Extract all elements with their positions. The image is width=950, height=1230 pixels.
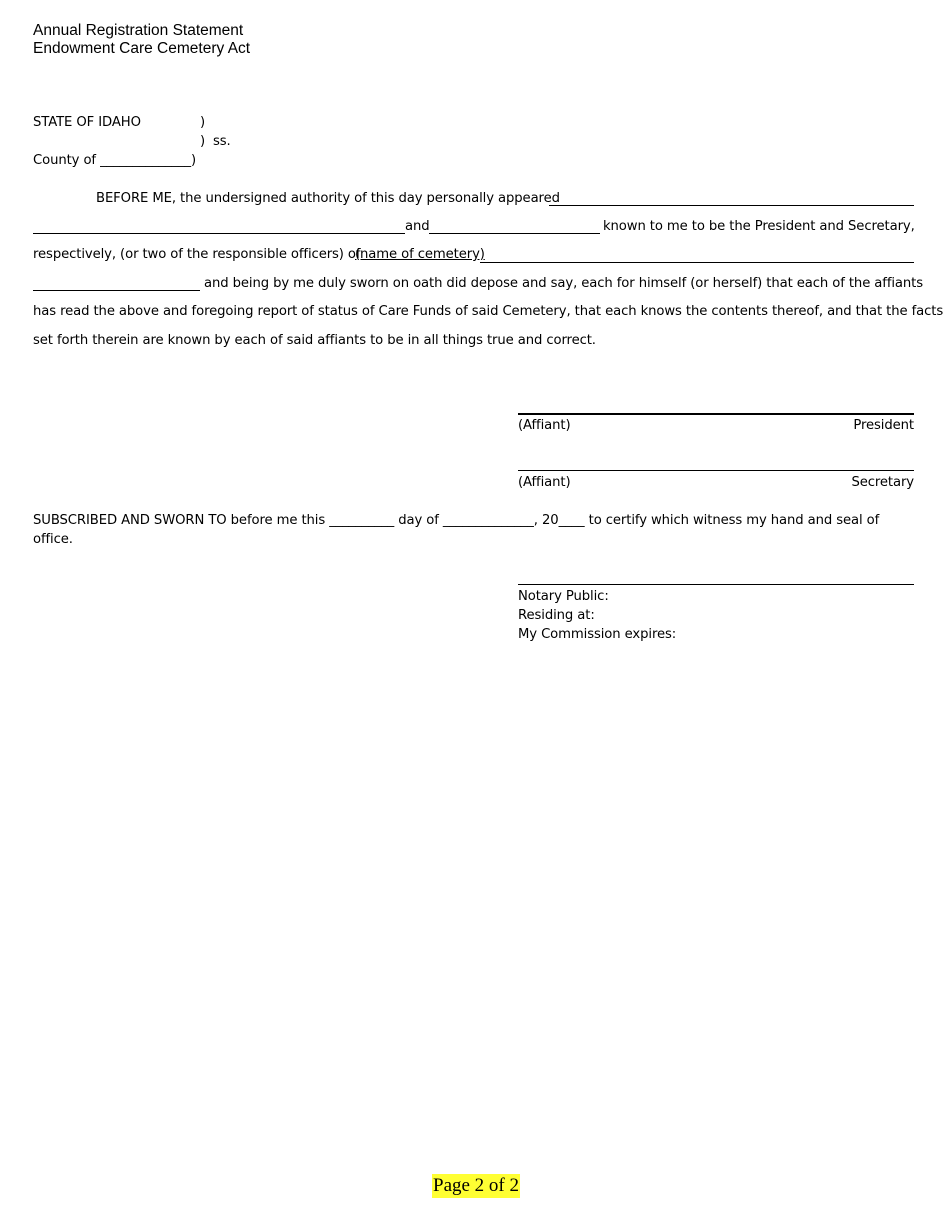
venue-paren-2: ) [200, 134, 206, 149]
secretary-title-label: Secretary [851, 475, 914, 490]
form-subtitle: Endowment Care Cemetery Act [33, 40, 251, 57]
secretary-signature-line[interactable] [518, 470, 914, 471]
president-signature-line[interactable] [518, 413, 914, 415]
page-number: Page 2 of 2 [433, 1175, 520, 1196]
cemetery-name-blank-2[interactable] [33, 290, 200, 291]
known-text: known to me to be the President and Secretary, [603, 219, 915, 234]
jurat-line-1[interactable]: SUBSCRIBED AND SWORN TO before me this __________ day of ______________, 20____ to certify which witness my hand and seal of [33, 513, 880, 528]
affidavit-line-1: BEFORE ME, the undersigned authority of this day personally appeared [96, 191, 560, 206]
form-title: Annual Registration Statement [33, 22, 244, 39]
county-field[interactable]: County of ______________) [33, 153, 197, 168]
ss-label: ss. [213, 134, 231, 149]
and-label: and [405, 219, 430, 234]
state-label: STATE OF IDAHO [33, 115, 141, 130]
commission-expires-label: My Commission expires: [518, 627, 677, 642]
notary-signature-line[interactable] [518, 584, 914, 585]
appeared-name-blank[interactable] [549, 205, 914, 206]
affidavit-line-5: has read the above and foregoing report of status of Care Funds of said Cemetery, that each knows the contents thereof, and that the facts [33, 304, 944, 319]
president-affiant-label: (Affiant) [518, 418, 571, 433]
jurat-line-2: office. [33, 532, 73, 547]
secretary-affiant-label: (Affiant) [518, 475, 571, 490]
secretary-name-blank[interactable] [429, 233, 600, 234]
respectively-text: respectively, (or two of the responsible officers) of [33, 247, 361, 262]
venue-paren-1: ) [200, 115, 206, 130]
affidavit-line-6: set forth therein are known by each of said affiants to be in all things true and correct. [33, 333, 596, 348]
notary-public-label: Notary Public: [518, 589, 609, 604]
president-name-blank[interactable] [33, 233, 405, 234]
president-title-label: President [853, 418, 914, 433]
cemetery-name-label: (name of cemetery) [355, 247, 485, 262]
affidavit-line-4: and being by me duly sworn on oath did depose and say, each for himself (or herself) that each of the affiants [204, 276, 924, 291]
residing-at-label: Residing at: [518, 608, 595, 623]
cemetery-name-blank[interactable] [480, 262, 914, 263]
